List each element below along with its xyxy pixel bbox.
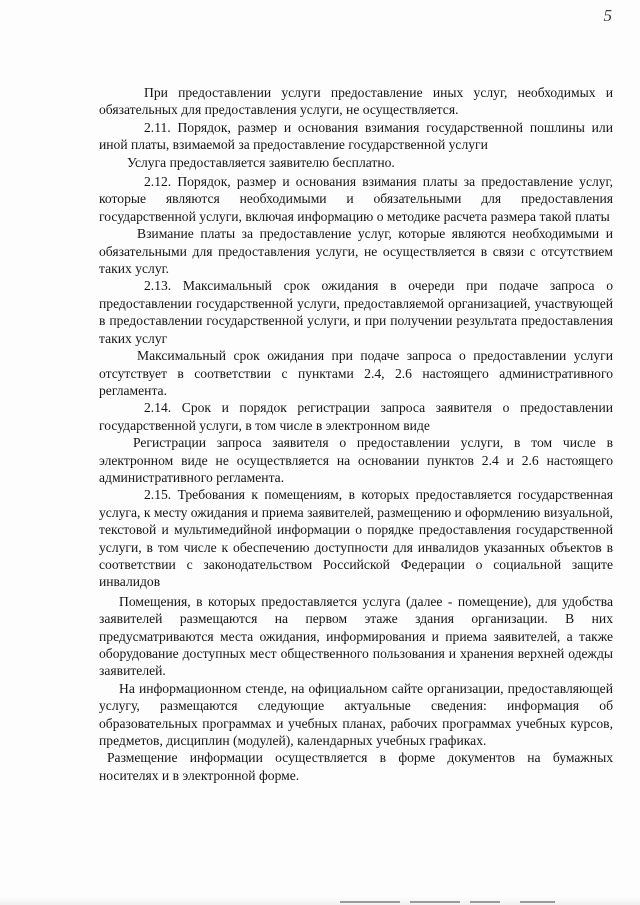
scan-artifact (520, 901, 555, 903)
section-2-12-heading: 2.12. Порядок, размер и основания взимания платы за предоставление услуг, которые являются необходимыми и обязательными для предоставления государственной услуги, включая информацию о методике расчета размера такой платы (99, 174, 613, 224)
document-body (99, 84, 613, 784)
scan-artifact (340, 901, 400, 903)
section-2-15-heading: 2.15. Требования к помещениям, в которых предоставляется государственная услуга, к месту ожидания и приема заявителей, размещению и оформлению визуальной, текстовой и мультимедийной информации о порядке предоставления государственной услуги, в том числе к обеспечению доступности для инвалидов указанных объектов в соответствии с законодательством Российской Федерации о социальной защите инвалидов (99, 487, 613, 590)
paragraph-no-fee: Взимание платы за предоставление услуг, которые являются необходимыми и обязательными для предоставления услуги, не осуществляется в связи с отсутствием таких услуг. (99, 226, 613, 277)
paragraph-free-service: Услуга предоставляется заявителю бесплатно. (127, 154, 395, 170)
section-2-14-heading: 2.14. Срок и порядок регистрации запроса заявителя о предоставлении государственной услуги, в том числе в электронном виде (99, 400, 613, 433)
page-number: 5 (603, 6, 612, 25)
paragraph-info-stand: На информационном стенде, на официальном сайте организации, предоставляющей услугу, размещаются следующие актуальные сведения: информация об образовательных программах и учебных планах, рабочих программах учебных курсов, предметов, дисциплин (модулей), календарных учебных графиках. (99, 680, 613, 749)
scan-artifact (410, 901, 460, 903)
paragraph-info-placement: Размещение информации осуществляется в форме документов на бумажных носителях и в электронной форме. (99, 750, 613, 783)
section-2-13-heading: 2.13. Максимальный срок ожидания в очереди при подаче запроса о предоставлении государственной услуги, предоставляемой организацией, участвующей в предоставлении государственной услуги, и при получении результата предоставления таких услуг (99, 278, 613, 346)
section-2-11-heading: 2.11. Порядок, размер и основания взимания государственной пошлины или иной платы, взимаемой за предоставление государственной услуги (99, 119, 613, 153)
paragraph-registration: Регистрации запроса заявителя о предоставлении услуги, в том числе в электронном виде не осуществляется на основании пунктов 2.4 и 2.6 настоящего административного регламента. (99, 435, 613, 485)
paragraph-premises: Помещения, в которых предоставляется услуга (далее - помещение), для удобства заявителей размещаются на первом этаже здания организации. В них предусматриваются места ожидания, информирования и приема заявителей, а также оборудование доступных мест общественного пользования и хранения верхней одежды заявителей. (99, 593, 613, 679)
paragraph-max-wait: Максимальный срок ожидания при подаче запроса о предоставлении услуги отсутствует в соответствии с пунктами 2.4, 2.6 настоящего административного регламента. (99, 348, 613, 398)
paragraph-other-services: При предоставлении услуги предоставление иных услуг, необходимых и обязательных для предоставления услуги, не осуществляется. (99, 85, 613, 118)
scan-artifact (470, 901, 500, 903)
